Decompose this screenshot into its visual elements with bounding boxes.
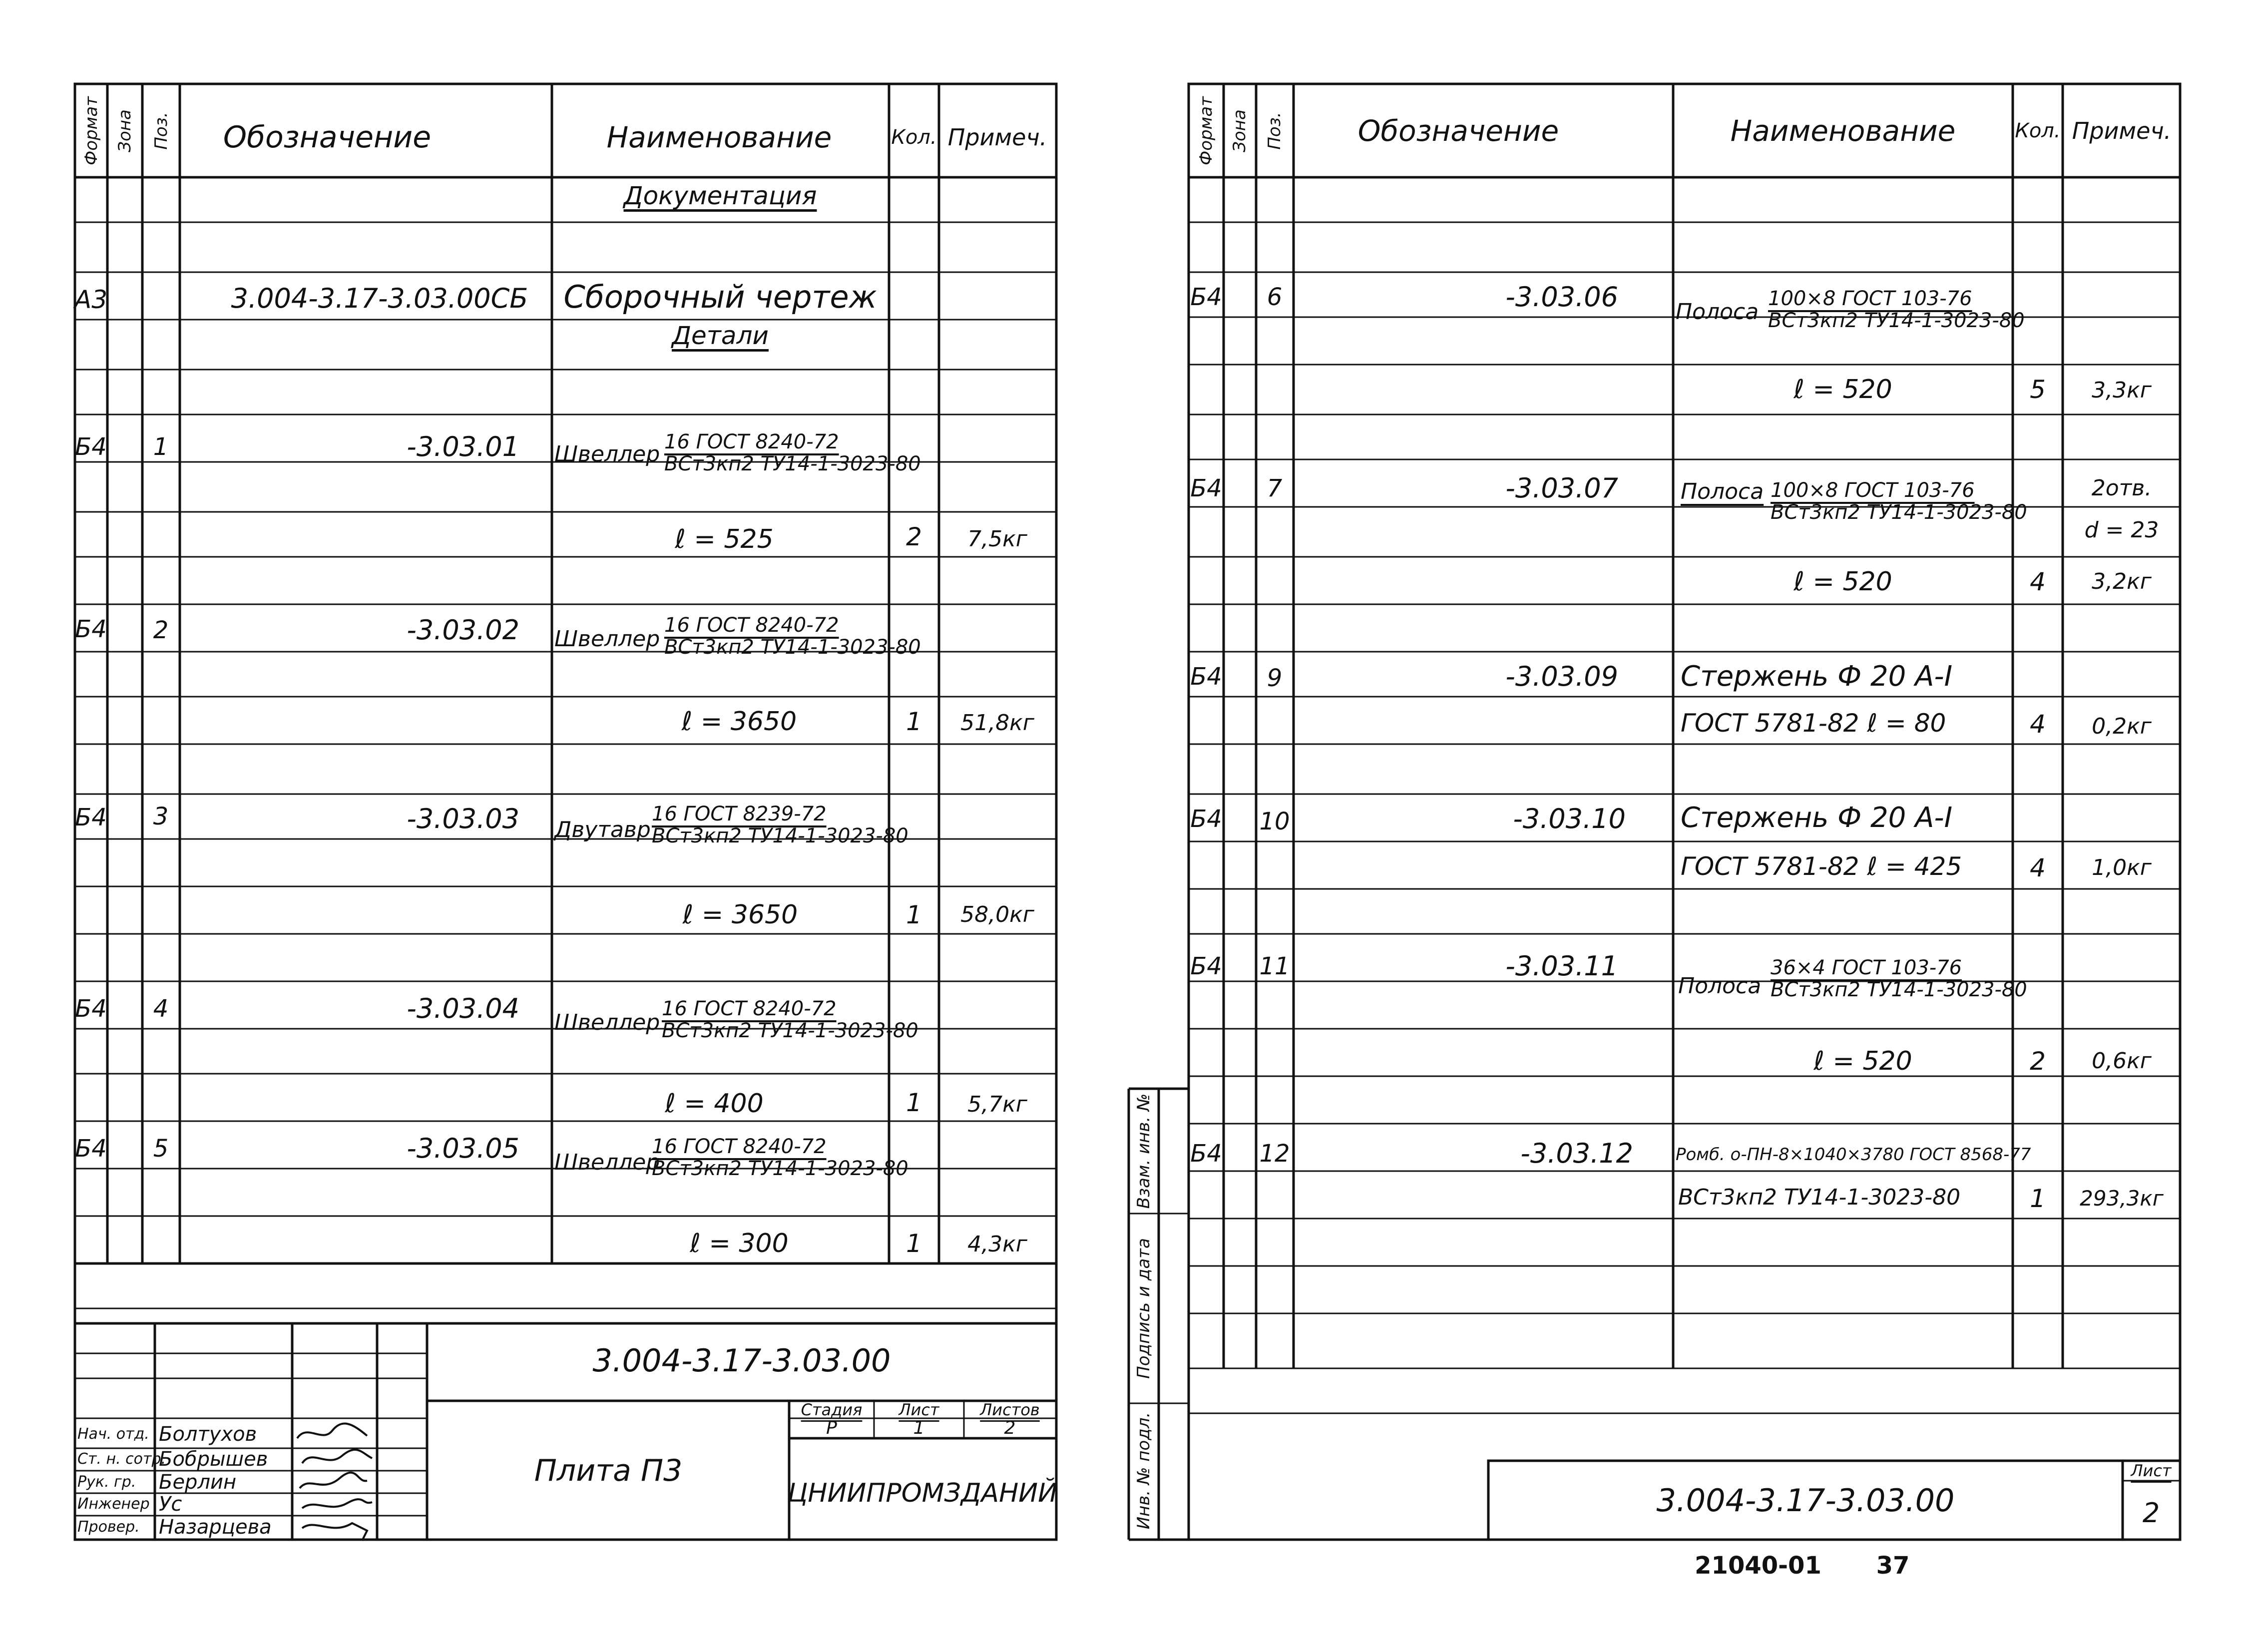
item-format: Б4 bbox=[1190, 283, 1222, 311]
item-format: Б4 bbox=[1190, 1140, 1222, 1168]
item-pos: 7 bbox=[1267, 474, 1283, 502]
item-name-type: Швеллер bbox=[554, 441, 660, 467]
role-label: Провер. bbox=[77, 1518, 140, 1536]
title-stage: Р bbox=[826, 1418, 837, 1438]
item-format: Б4 bbox=[75, 1135, 107, 1163]
role-name: Берлин bbox=[159, 1471, 237, 1494]
item-name-profile: 16 ГОСТ 8240-72 bbox=[662, 997, 837, 1020]
item-qty: 5 bbox=[2030, 375, 2046, 404]
header-designation: Обозначение bbox=[1357, 114, 1559, 148]
item-note: 51,8кг bbox=[960, 710, 1034, 736]
item-qty: 1 bbox=[906, 1088, 922, 1117]
item-name-line2: ВСт3кп2 ТУ14-1-3023-80 bbox=[1678, 1185, 1961, 1210]
item-qty: 1 bbox=[906, 1229, 922, 1258]
item-note-holes: 2отв. bbox=[2091, 475, 2152, 501]
item-pos: 4 bbox=[153, 995, 169, 1023]
side-label-inv-orig: Инв. № подл. bbox=[1134, 1412, 1154, 1530]
item-note: 293,3кг bbox=[2080, 1186, 2164, 1211]
header-zone: Зона bbox=[115, 109, 135, 152]
header-name: Наименование bbox=[606, 120, 832, 154]
title-doc-code: 3.004-3.17-3.03.00 bbox=[592, 1342, 891, 1379]
item-note: 3,3кг bbox=[2092, 378, 2152, 403]
item-designation: -3.03.01 bbox=[407, 431, 519, 462]
role-label: Инженер bbox=[77, 1495, 150, 1513]
item-designation: -3.03.11 bbox=[1505, 950, 1618, 982]
item-name-profile: 16 ГОСТ 8240-72 bbox=[664, 614, 839, 637]
title-organization: ЦНИИПРОМЗДАНИЙ bbox=[788, 1478, 1057, 1508]
header-note: Примеч. bbox=[947, 124, 1047, 151]
item-note: 4,3кг bbox=[967, 1232, 1027, 1257]
doc-name: Сборочный чертеж bbox=[563, 279, 877, 315]
item-name-profile: 16 ГОСТ 8240-72 bbox=[652, 1135, 827, 1158]
item-length: ℓ = 520 bbox=[1793, 567, 1892, 597]
item-name-profile: 16 ГОСТ 8239-72 bbox=[652, 803, 827, 826]
title-sheet-label: Лист bbox=[898, 1400, 939, 1419]
footer-sheet-label: Лист bbox=[2131, 1461, 2172, 1480]
header-zone: Зона bbox=[1230, 109, 1250, 152]
item-designation: -3.03.05 bbox=[407, 1133, 519, 1164]
header-designation: Обозначение bbox=[223, 120, 432, 155]
item-note: 1,0кг bbox=[2092, 855, 2152, 880]
item-name-type: Швеллер bbox=[554, 1010, 660, 1035]
title-sheets-label: Листов bbox=[980, 1400, 1040, 1419]
item-note: 5,7кг bbox=[967, 1092, 1027, 1117]
item-name-profile: 100×8 ГОСТ 103-76 bbox=[1768, 287, 1972, 310]
item-name-line1: Стержень Ф 20 А-I bbox=[1681, 802, 1953, 834]
item-name-type: Швеллер bbox=[554, 1150, 660, 1175]
item-designation: -3.03.10 bbox=[1513, 803, 1626, 834]
item-name-line2: ГОСТ 5781-82 ℓ = 425 bbox=[1681, 852, 1962, 881]
item-name-spec bbox=[1771, 480, 2027, 522]
item-pos: 11 bbox=[1259, 952, 1290, 980]
header-name: Наименование bbox=[1730, 114, 1956, 148]
header-qty: Кол. bbox=[891, 126, 937, 149]
item-designation: -3.03.07 bbox=[1505, 472, 1618, 504]
item-qty: 4 bbox=[2030, 710, 2046, 739]
role-name: Бобрышев bbox=[159, 1448, 268, 1471]
title-sheet: 1 bbox=[913, 1418, 925, 1438]
item-name-type: Швеллер bbox=[554, 626, 660, 652]
item-name-steel: ВСт3кп2 ТУ14-1-3023-80 bbox=[1771, 501, 2027, 524]
signatures-scribble bbox=[292, 1418, 377, 1543]
role-label: Нач. отд. bbox=[77, 1425, 149, 1443]
item-note: 7,5кг bbox=[967, 526, 1027, 552]
item-pos: 9 bbox=[1267, 664, 1283, 692]
item-name-spec bbox=[652, 1137, 908, 1179]
item-name-steel: ВСт3кп2 ТУ14-1-3023-80 bbox=[664, 452, 921, 475]
item-length: ℓ = 520 bbox=[1813, 1046, 1912, 1076]
item-name-type: Полоса bbox=[1678, 973, 1762, 999]
item-length: ℓ = 525 bbox=[675, 524, 774, 554]
footer-sheet-number: 2 bbox=[2142, 1497, 2160, 1529]
item-note: 3,2кг bbox=[2092, 569, 2152, 594]
item-note: 0,6кг bbox=[2092, 1048, 2152, 1074]
item-pos: 6 bbox=[1267, 283, 1283, 311]
item-name-line1: Стержень Ф 20 А-I bbox=[1681, 660, 1953, 693]
item-designation: -3.03.06 bbox=[1505, 281, 1618, 313]
item-pos: 3 bbox=[153, 803, 169, 830]
item-name-line2: ГОСТ 5781-82 ℓ = 80 bbox=[1681, 709, 1946, 738]
header-format: Формат bbox=[1196, 96, 1216, 165]
item-pos: 12 bbox=[1259, 1140, 1290, 1168]
item-format: Б4 bbox=[1190, 952, 1222, 980]
header-pos: Поз. bbox=[1265, 112, 1285, 150]
item-name-profile: 100×8 ГОСТ 103-76 bbox=[1771, 479, 1975, 502]
item-name-spec bbox=[664, 615, 921, 657]
item-pos: 1 bbox=[153, 433, 169, 461]
item-name-spec bbox=[1771, 958, 2027, 1000]
header-format: Формат bbox=[81, 96, 101, 165]
item-pos: 5 bbox=[153, 1135, 169, 1163]
item-qty: 1 bbox=[906, 900, 922, 929]
item-qty: 4 bbox=[2030, 853, 2046, 882]
item-name-line1: Ромб. о-ПН-8×1040×3780 ГОСТ 8568-77 bbox=[1676, 1145, 2031, 1165]
item-designation: -3.03.12 bbox=[1520, 1138, 1633, 1169]
item-name-steel: ВСт3кп2 ТУ14-1-3023-80 bbox=[652, 1157, 908, 1180]
item-qty: 2 bbox=[2030, 1047, 2046, 1076]
item-format: Б4 bbox=[1190, 663, 1222, 691]
item-name-profile: 36×4 ГОСТ 103-76 bbox=[1771, 956, 1962, 979]
item-format: Б4 bbox=[75, 804, 107, 831]
item-pos: 2 bbox=[153, 616, 169, 644]
item-name-steel: ВСт3кп2 ТУ14-1-3023-80 bbox=[1768, 309, 2025, 332]
item-name-type: Двутавр bbox=[554, 817, 651, 842]
role-name: Назарцева bbox=[159, 1516, 272, 1539]
item-name-spec bbox=[664, 432, 921, 474]
footer-doc-code: 3.004-3.17-3.03.00 bbox=[1656, 1482, 1955, 1519]
item-name-steel: ВСт3кп2 ТУ14-1-3023-80 bbox=[664, 636, 921, 659]
item-designation: -3.03.02 bbox=[407, 614, 519, 646]
item-designation: -3.03.03 bbox=[407, 803, 519, 834]
item-length: ℓ = 3650 bbox=[682, 900, 798, 930]
item-length: ℓ = 400 bbox=[665, 1089, 764, 1119]
item-qty: 1 bbox=[2030, 1184, 2046, 1213]
side-label-inv-dup: Взам. инв. № bbox=[1134, 1093, 1154, 1209]
role-name: Ус bbox=[159, 1493, 182, 1516]
item-name-type: Полоса bbox=[1676, 299, 1759, 325]
header-pos: Поз. bbox=[151, 112, 171, 150]
item-note-diameter: d = 23 bbox=[2084, 517, 2159, 543]
item-pos: 10 bbox=[1259, 808, 1290, 835]
section-documentation: Документация bbox=[623, 181, 817, 210]
page-number: 37 bbox=[1876, 1552, 1910, 1580]
item-qty: 1 bbox=[906, 707, 922, 736]
role-label: Рук. гр. bbox=[77, 1473, 136, 1491]
item-note: 58,0кг bbox=[960, 902, 1034, 927]
header-note: Примеч. bbox=[2072, 117, 2172, 144]
doc-format: А3 bbox=[74, 285, 108, 314]
item-length: ℓ = 520 bbox=[1793, 375, 1892, 405]
title-stage-label: Стадия bbox=[801, 1400, 863, 1419]
item-format: Б4 bbox=[1190, 805, 1222, 833]
item-name-profile: 16 ГОСТ 8240-72 bbox=[664, 430, 839, 453]
item-name-type: Полоса bbox=[1681, 479, 1764, 504]
item-name-spec bbox=[1768, 289, 2025, 331]
item-name-spec bbox=[662, 999, 918, 1041]
item-format: Б4 bbox=[1190, 474, 1222, 502]
doc-designation: 3.004-3.17-3.03.00СБ bbox=[231, 283, 528, 314]
item-name-spec bbox=[652, 804, 908, 846]
title-sheets: 2 bbox=[1004, 1418, 1016, 1438]
item-designation: -3.03.04 bbox=[407, 993, 519, 1024]
role-label: Ст. н. сотр. bbox=[77, 1450, 166, 1468]
item-length: ℓ = 3650 bbox=[681, 707, 797, 737]
item-name-steel: ВСт3кп2 ТУ14-1-3023-80 bbox=[1771, 978, 2027, 1001]
archive-number: 21040-01 bbox=[1695, 1552, 1821, 1580]
item-length: ℓ = 300 bbox=[690, 1229, 789, 1258]
item-qty: 2 bbox=[906, 522, 922, 551]
side-label-sign-date: Подпись и дата bbox=[1134, 1238, 1154, 1379]
item-format: Б4 bbox=[75, 995, 107, 1023]
title-name: Плита П3 bbox=[534, 1453, 683, 1488]
role-name: Болтухов bbox=[159, 1423, 257, 1446]
section-details: Детали bbox=[671, 321, 769, 350]
item-format: Б4 bbox=[75, 433, 107, 461]
item-note: 0,2кг bbox=[2092, 714, 2152, 739]
item-name-steel: ВСт3кп2 ТУ14-1-3023-80 bbox=[662, 1019, 918, 1042]
item-format: Б4 bbox=[75, 615, 107, 643]
item-designation: -3.03.09 bbox=[1505, 661, 1618, 692]
item-name-steel: ВСт3кп2 ТУ14-1-3023-80 bbox=[652, 825, 908, 847]
header-qty: Кол. bbox=[2015, 119, 2061, 142]
item-qty: 4 bbox=[2030, 567, 2046, 596]
